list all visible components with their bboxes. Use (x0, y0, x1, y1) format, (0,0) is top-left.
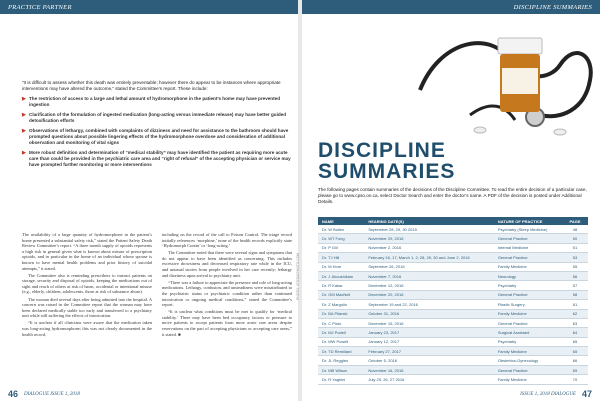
page-number-right: 47 (581, 389, 592, 399)
hearing-date-cell: January 23, 2017 (364, 328, 494, 337)
practice-cell: Family Medicine (494, 375, 562, 384)
practice-cell: General Practice (494, 365, 562, 374)
page-cell: 51 (562, 243, 588, 252)
recommendations-list (22, 96, 292, 168)
page-description: The following pages contain summaries of the decisions of the Discipline Committee. To read the entire decision of a particular case, please go to www.cpso.on.ca, select Doctor Search and enter the doctor’s name. A PDF of the decision is posted under Additional Details. (318, 187, 587, 204)
doctor-name-cell: Dr. R Kakar (318, 281, 364, 290)
hearing-date-cell: December 20, 2016 (364, 290, 494, 299)
hearing-date-cell: September 28, 29, 30 2015 (364, 225, 494, 234)
page-footer-left (0, 387, 298, 401)
doctor-name-cell: Dr. J Jikoushikian (318, 271, 364, 280)
hearing-date-cell: February 16, 17; March 1, 2; 28, 29, 30 and June 2, 2016 (364, 253, 494, 262)
page-cell: 48 (562, 225, 588, 234)
hearing-date-cell: October 31, 2016 (364, 309, 494, 318)
arrow-bullet-icon: ▶ (22, 128, 26, 134)
practice-cell: General Practice (494, 318, 562, 327)
photo-credit: PHOTO: ISTOCKPHOTO.COM (296, 252, 300, 300)
table-row (318, 356, 588, 365)
page-header-left (0, 0, 298, 14)
doctor-name-cell: Dr. P Gill (318, 243, 364, 252)
recommendation-item: ▶ Observations of lethargy, combined with complaints of dizziness and need for assistance to the bathroom should have prompted questions about possible lingering effects of the hydromorphone overdose and consideration of additional observation and monitoring of vital signs (22, 128, 289, 145)
hearing-date-cell: January 12, 2017 (364, 337, 494, 346)
column-header: NATURE OF PRACTICE (494, 217, 562, 225)
page-footer-right (302, 387, 600, 401)
doctor-name-cell: Dr. Z Margolin (318, 300, 364, 309)
paragraph: The woman died several days after being admitted into the hospital. A concern was raised in the Committee report that the woman may have been declared medically stable too early and transferred to a psychiatry unit while still suffering the effects of intoxication. (22, 296, 152, 319)
table-row (318, 290, 588, 299)
hearing-date-cell: December 15, 2016 (364, 318, 494, 327)
table-row (318, 365, 588, 374)
paragraph: “There was a failure to appreciate the presence and role of long-acting medications. Lethargy, confusion, and unsteadiness were misattributed to the psychiatric status or psychiatric condition rather than continued intoxication or ongoing medical conditions,” stated the Committee’s report. (162, 279, 292, 308)
recommendation-item: ▶ Clarification of the formulation of ingested medication (long-acting versus immediate release) may have better guided detoxification efforts (22, 112, 287, 123)
practice-cell: Family Medicine (494, 309, 562, 318)
hearing-date-cell: September 26, 2016 (364, 262, 494, 271)
table-row (318, 253, 588, 262)
doctor-name-cell: Dr. C Pinto (318, 318, 364, 327)
doctor-name-cell: Dr. TJ Hill (318, 253, 364, 262)
hearing-date-cell: November 7, 2016 (364, 271, 494, 280)
practice-cell: General Practice (494, 253, 562, 262)
doctor-name-cell: Dr. MW Powell (318, 337, 364, 346)
hearing-date-cell: September 19 and 22, 2016 (364, 300, 494, 309)
paragraph: The Committee also is reminding prescribers to instruct patients on storage, security and disposal of opioids, keeping the medications out of sight and reach of others at risk of harm, accidental or intentional misuse (e.g., elderly, children, adolescents, those at risk of substance abuse). (22, 272, 152, 295)
page-cell: 66 (562, 356, 588, 365)
hearing-date-cell: October 5, 2016 (364, 356, 494, 365)
page-cell: 65 (562, 337, 588, 346)
practice-cell: Family Medicine (494, 262, 562, 271)
page-cell: 63 (562, 318, 588, 327)
page-cell: 61 (562, 300, 588, 309)
table-header-row (318, 217, 588, 225)
practice-cell: Neurology (494, 271, 562, 280)
hearing-date-cell: February 27, 2017 (364, 347, 494, 356)
practice-cell: Psychiatry (Sleep Medicine) (494, 225, 562, 234)
discipline-table (318, 217, 588, 385)
arrow-bullet-icon: ▶ (22, 112, 26, 118)
pill-bottle-stethoscope-illustration (410, 20, 600, 150)
practice-cell: Psychiatry (494, 281, 562, 290)
page-cell: 64 (562, 328, 588, 337)
doctor-name-cell: Dr. WT Fong (318, 234, 364, 243)
hearing-date-cell: December 12, 2016 (364, 281, 494, 290)
page-number-left: 46 (8, 389, 19, 399)
practice-cell: Obstetrics-Gynecology (494, 356, 562, 365)
hearing-date-cell: November 29, 2016 (364, 234, 494, 243)
arrow-bullet-icon: ▶ (22, 96, 26, 102)
footer-text-left: DIALOGUE ISSUE 1, 2018 (24, 391, 80, 397)
hearing-date-cell: November 2, 2016 (364, 243, 494, 252)
paragraph: “It is unclear what conditions must be met to qualify for ‘medical stability.’ There may have been bed occupancy factors or pressure to move patients to accept patients from more acute care areas despite reservations on the part of accepting physicians or accepting care areas,” it stated. ■ (162, 309, 292, 337)
table-row (318, 347, 588, 356)
practice-cell: Psychiatry (494, 337, 562, 346)
page-cell: 58 (562, 290, 588, 299)
article-column-1 (22, 232, 152, 382)
pill-bottle-cap (498, 38, 542, 54)
column-header: NAME (318, 217, 364, 225)
page-cell: 50 (562, 234, 588, 243)
table-row (318, 375, 588, 384)
page-cell: 53 (562, 253, 588, 262)
table-row (318, 225, 588, 234)
page-cell: 57 (562, 281, 588, 290)
doctor-name-cell: Dr. JL Reggles (318, 356, 364, 365)
arrow-bullet-icon: ▶ (22, 150, 26, 156)
section-label-left: PRACTICE PARTNER (8, 3, 72, 11)
table-row (318, 262, 588, 271)
intro-section (22, 80, 292, 172)
doctor-name-cell: Dr. R Yaghini (318, 375, 364, 384)
table-row (318, 243, 588, 252)
practice-cell: Plastic Surgery (494, 300, 562, 309)
table-row (318, 281, 588, 290)
article-column-2 (162, 232, 292, 382)
doctor-name-cell: Dr. GM MacNeil (318, 290, 364, 299)
doctor-name-cell: Dr. BA Pilarski (318, 309, 364, 318)
page-cell: 70 (562, 375, 588, 384)
paragraph: The Committee noted that there were several signs and symptoms that do not appear to have been identified as concerning. This includes excessive drowsiness and decreased respiratory rate while in the ICU, and unusual stories from people involved in her care recently; lethargy and dizziness upon arrival to psychiatry unit. (162, 250, 292, 278)
table-body (318, 225, 588, 384)
practice-cell: Family Medicine (494, 347, 562, 356)
page-cell: 62 (562, 309, 588, 318)
page-cell: 55 (562, 262, 588, 271)
page-gutter (298, 0, 302, 401)
table-row (318, 234, 588, 243)
hearing-date-cell: November 16, 2016 (364, 365, 494, 374)
table-row (318, 309, 588, 318)
page-cell: 69 (562, 365, 588, 374)
column-header: PAGE (562, 217, 588, 225)
table-row (318, 328, 588, 337)
doctor-name-cell: Dr. W Bullen (318, 225, 364, 234)
table-row (318, 318, 588, 327)
section-label-right: DISCIPLINE SUMMARIES (513, 3, 592, 11)
doctor-name-cell: Dr. MB Wilson (318, 365, 364, 374)
footer-text-right: ISSUE 1, 2018 DIALOGUE (520, 391, 576, 397)
paragraph: including on the record of the call to Poison Control. The triage record initially references ‘morphine,’ none of the health records explicitly state ‘Hydromorph Contin’ or ‘long-acting.’ (162, 232, 292, 249)
table-row (318, 337, 588, 346)
page-cell: 56 (562, 271, 588, 280)
doctor-name-cell: Dr. TD Remillard (318, 347, 364, 356)
page-header-right (302, 0, 600, 14)
column-header: HEARING DATE(S) (364, 217, 494, 225)
table-row (318, 271, 588, 280)
recommendation-item: ▶ The restriction of access to a large and lethal amount of hydromorphone in the patient’s home may have prevented ingestion (22, 96, 281, 107)
hearing-date-cell: July 25, 26, 27 2016 (364, 375, 494, 384)
article-body (22, 232, 292, 382)
paragraph: The availability of a large quantity of hydromorphone in the patient’s home presented a substantial safety risk,” stated the Patient Safety Death Review Committee’s report. “A three month supply of opioids represents a high risk in general given what is known about misuse of prescription opioids, and in particular in the home of an individual whose spouse is known to have mental health problems and prior history of suicidal attempts,” it stated. (22, 232, 152, 271)
intro-quote: “It is difficult to assess whether this death was entirely preventable; however there do appear to be instances where appropriate interventions may have altered the outcome,” stated the Committee’s report. These include: (22, 80, 281, 91)
page-title (318, 140, 455, 182)
table-row (318, 300, 588, 309)
practice-cell: General Practice (494, 234, 562, 243)
recommendation-item: ▶ More robust definition and determination of “medical stability” may have identified the patient as requiring more acute care than could be provided in the psychiatric care area and “right of refusal” of the accepting physician or service may have prompted further monitoring or more interventions (22, 150, 291, 167)
page-cell: 65 (562, 347, 588, 356)
practice-cell: Internal Medicine (494, 243, 562, 252)
practice-cell: Surgical Assistant (494, 328, 562, 337)
doctor-name-cell: Dr. M Hom (318, 262, 364, 271)
title-line-2: SUMMARIES (318, 160, 456, 183)
doctor-name-cell: Dr. MJ Podell (318, 328, 364, 337)
practice-cell: General Practice (494, 290, 562, 299)
title-line-1: DISCIPLINE (318, 139, 446, 162)
paragraph: “It is unclear if all clinicians were aware that the medication taken was long-acting hydromorphone; this was not clearly documented in the health record, (22, 320, 152, 337)
